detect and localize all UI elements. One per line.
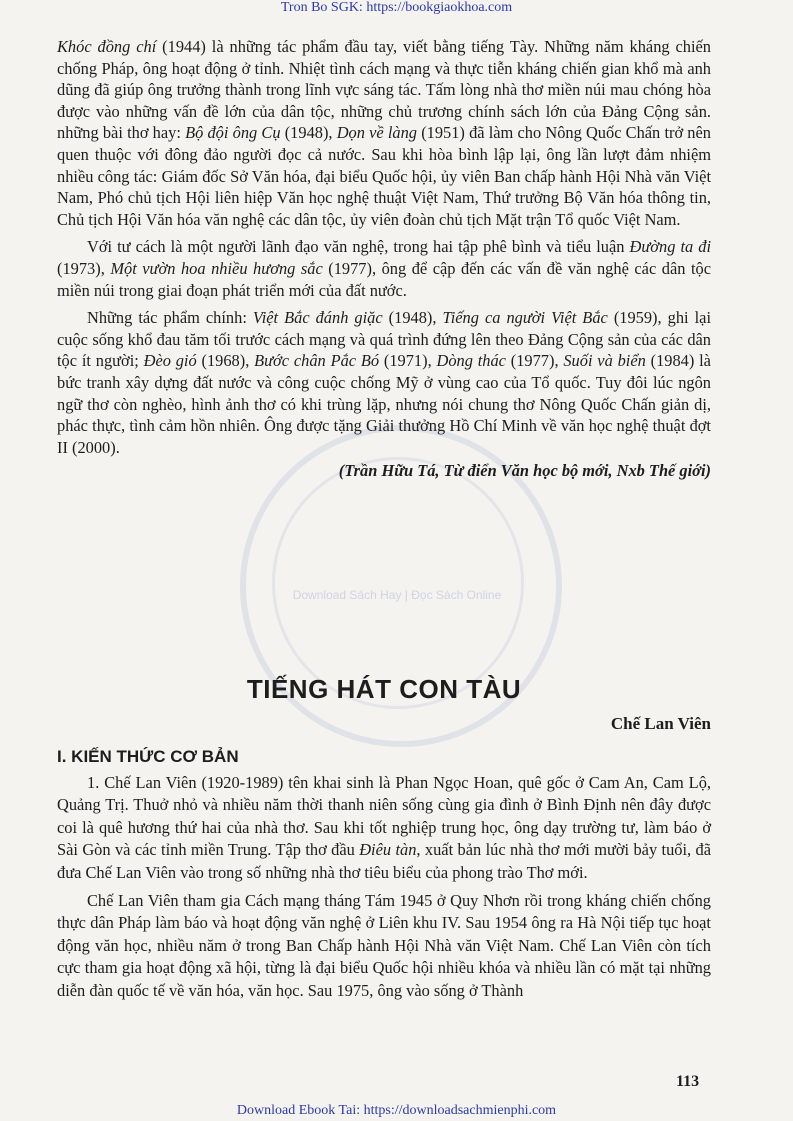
work-title: Việt Bắc đánh giặc [252, 308, 383, 328]
work-title: Đèo gió [143, 351, 197, 371]
text-run: , xuất bản lúc nhà thơ mới mười bảy tuổi, đã đưa Chế Lan Viên vào trong số những nhà thơ tiêu biểu của phong trào Thơ mới. [57, 840, 711, 882]
text-run: (1984) là bức tranh xây dựng đất nước và công cuộc chống Mỹ ở vùng cao của Tổ quốc. Tuy đôi lúc ngôn ngữ thơ còn nghèo, hình ảnh thơ có khi trùng lặp, nhưng nói chung thơ Nông Quốc Chấn giản dị, phác thực, tình cảm hồn nhiên. Ông được tặng Giải thưởng Hồ Chí Minh về văn học nghệ thuật đợt II (2000). [57, 351, 711, 457]
basic-knowledge-section [57, 772, 711, 1002]
text-run: (1973), [57, 258, 111, 278]
bio-paragraph-2 [57, 236, 711, 301]
work-title: Bộ đội ông Cụ [185, 123, 281, 143]
biography-section [57, 36, 711, 482]
work-title: Suối và biển [563, 351, 646, 371]
text-run: (1948), [382, 308, 443, 328]
text-run: (1959), ghi lại cuộc sống khổ đau tăm tối trước cách mạng và quá trình đứng lên theo Đảng Cộng sản của các dân tộc ít người; [57, 308, 711, 371]
citation: (Trần Hữu Tá, Từ điển Văn học bộ mới, Nxb Thế giới) [338, 461, 711, 481]
text-run: (1968), [196, 351, 255, 371]
page-number: 113 [676, 1073, 700, 1090]
lesson-title: TIẾNG HÁT CON TÀU [246, 674, 522, 704]
knowledge-paragraph-1 [57, 772, 711, 884]
lesson-author: Chế Lan Viên [610, 714, 711, 733]
header-link[interactable]: Tron Bo SGK: https://bookgiaokhoa.com [280, 0, 513, 15]
text-run: (1944) là những tác phẩm đầu tay, viết bằng tiếng Tày. Những năm kháng chiến chống Pháp, ông hoạt động ở tỉnh. Nhiệt tình cách mạng và thực tiễn kháng chiến gian khổ mà anh dũng đã giúp ông trưởng thành trong lĩnh vực sáng tác. Tấm lòng nhà thơ miền núi mau chóng hòa được vào những vấn đề lớn của dân tộc, những chủ trương chính sách lớn của Đảng Cộng sản. những bài thơ hay: [57, 37, 711, 143]
text-run: (1971), [379, 351, 437, 371]
section-heading: I. KIẾN THỨC CƠ BẢN [57, 747, 239, 766]
text-run: (1951) đã làm cho Nông Quốc Chấn trở nên quen thuộc với đông đảo người đọc cả nước. Sau khi hòa bình lập lại, ông lần lượt đảm nhiệm nhiều công tác: Giám đốc Sở Văn hóa, đại biểu Quốc hội, ủy viên Ban chấp hành Hội Nhà văn Việt Nam, Phó chủ tịch Hội liên hiệp Văn học nghệ thuật Việt Nam, Thứ trưởng Bộ Văn hóa thông tin, Chủ tịch Hội Văn hóa văn nghệ các dân tộc, ủy viên đoàn chủ tịch Mặt trận Tổ quốc Việt Nam. [57, 123, 711, 229]
work-title: Dọn về làng [336, 123, 417, 143]
footer-link[interactable]: Download Ebook Tai: https://downloadsachmienphi.com [236, 1103, 557, 1118]
text-run: 1. Chế Lan Viên (1920-1989) tên khai sinh là Phan Ngọc Hoan, quê gốc ở Cam An, Cam Lộ, Quảng Trị. Thuở nhỏ và nhiều năm thời thanh niên sống cùng gia đình ở Bình Định nên đây được coi là quê hương thứ hai của nhà thơ. Sau khi tốt nghiệp trung học, ông dạy trường tư, làm báo ở Sài Gòn và các tỉnh miền Trung. Tập thơ đầu [57, 773, 711, 860]
knowledge-paragraph-2: Chế Lan Viên tham gia Cách mạng tháng Tám 1945 ở Quy Nhơn rồi trong kháng chiến chống thực dân Pháp làm báo và hoạt động văn nghệ ở Liên khu IV. Sau 1954 ông ra Hà Nội tiếp tục hoạt động văn học, nhiều năm ở trong Ban Chấp hành Hội Nhà văn Việt Nam. Chế Lan Viên còn tích cực tham gia hoạt động xã hội, từng là đại biểu Quốc hội nhiều khóa và nhiều lần có mặt tại những diễn đàn quốc tế về văn hóa, văn học. Sau 1975, ông vào sống ở Thành [57, 891, 711, 1000]
text-run: (1977), ông để cập đến các vấn đề văn nghệ các dân tộc miền núi trong giai đoạn phát triển mới của đất nước. [57, 258, 711, 300]
text-run: (1948), [280, 123, 337, 143]
text-run: Những tác phẩm chính: [87, 308, 253, 328]
work-title: Khóc đồng chí [57, 37, 157, 56]
watermark-text: Download Sách Hay | Đọc Sách Online [292, 588, 502, 602]
work-title: Bước chân Pắc Bó [254, 351, 380, 371]
text-run: (1977), [505, 351, 564, 371]
work-title: Tiếng ca người Việt Bắc [442, 308, 608, 328]
work-title: Điêu tàn [359, 840, 417, 860]
watermark-seal-inner [272, 457, 524, 709]
bio-paragraph-1 [57, 36, 711, 230]
text-run: Với tư cách là một người lãnh đạo văn nghệ, trong hai tập phê bình và tiểu luận [87, 237, 630, 257]
work-title: Dòng thác [436, 351, 506, 371]
work-title: Một vườn hoa nhiều hương sắc [110, 258, 323, 278]
bio-paragraph-3 [57, 307, 711, 458]
work-title: Đường ta đi [629, 237, 711, 257]
